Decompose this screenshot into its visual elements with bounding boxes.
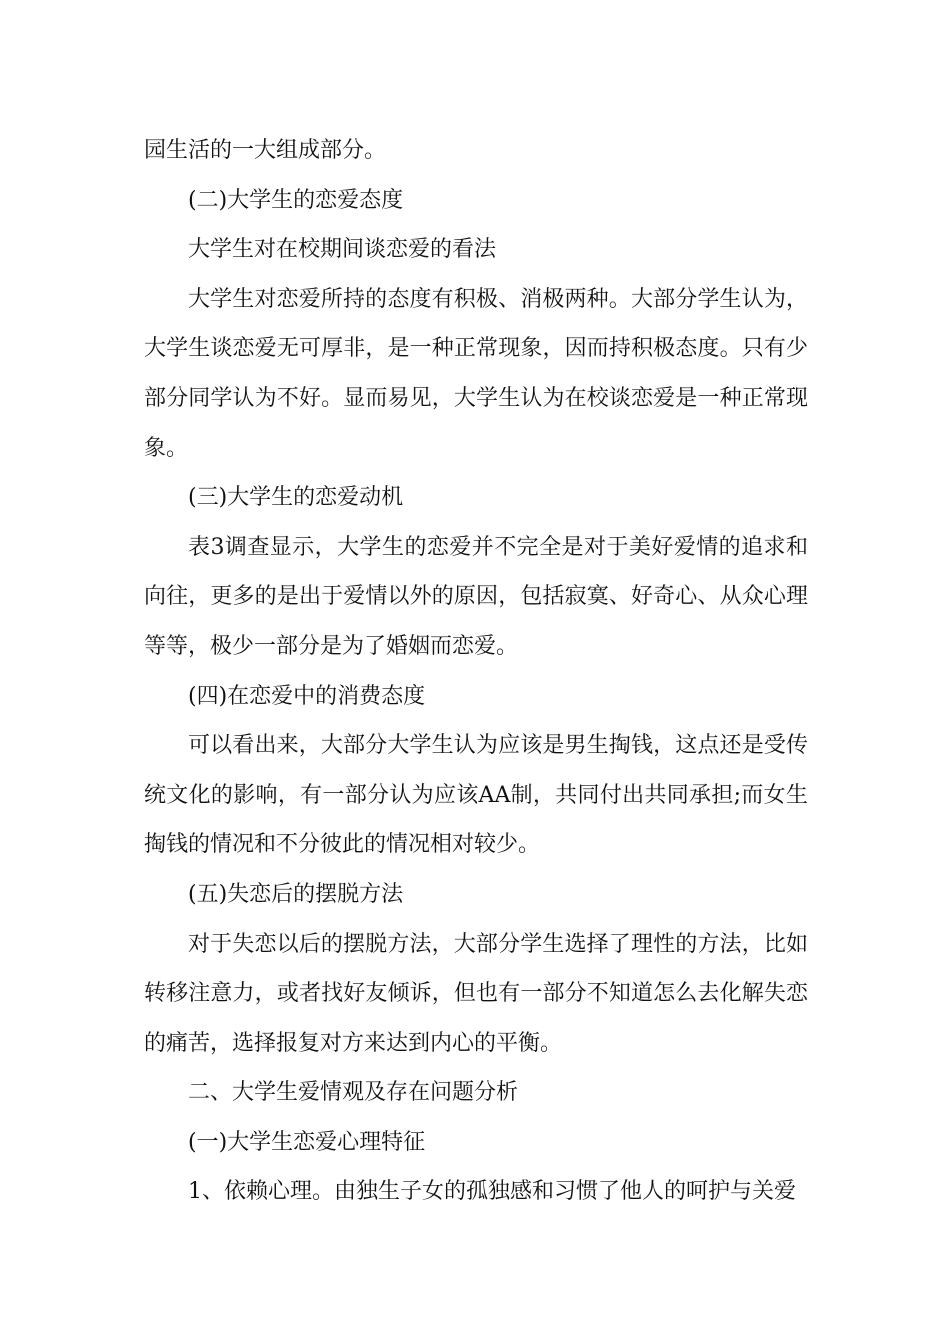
subheading-views: 大学生对在校期间谈恋爱的看法 (188, 237, 497, 263)
document-body (144, 126, 808, 1217)
paragraph-continuation: 园生活的一大组成部分。 (144, 138, 387, 163)
section-heading-5: (五)失恋后的摆脱方法 (188, 881, 404, 907)
paragraph-consumption: 可以看出来，大部分大学生认为应该是男生掏钱，这点还是受传统文化的影响，有一部分认为应该AA制，共同付出共同承担;而女生掏钱的情况和不分彼此的情况相对较少。 (144, 733, 808, 858)
paragraph-motivation: 表3调查显示，大学生的恋爱并不完全是对于美好爱情的追求和向往，更多的是出于爱情以外的原因，包括寂寞、好奇心、从众心理等等，极少一部分是为了婚姻而恋爱。 (144, 534, 808, 659)
paragraph-dependency: 1、依赖心理。由独生子女的孤独感和习惯了他人的呵护与关爱 (188, 1179, 796, 1205)
paragraph-attitude: 大学生对恋爱所持的态度有积极、消极两种。大部分学生认为，大学生谈恋爱无可厚非，是一种正常现象，因而持积极态度。只有少部分同学认为不好。显而易见，大学生认为在校谈恋爱是一种正常现象。 (144, 286, 808, 461)
section-heading-4: (四)在恋爱中的消费态度 (188, 683, 426, 709)
paragraph-breakup: 对于失恋以后的摆脱方法，大部分学生选择了理性的方法，比如转移注意力，或者找好友倾诉，但也有一部分不知道怎么去化解失恋的痛苦，选择报复对方来达到内心的平衡。 (144, 931, 808, 1056)
chapter-heading-2: 二、大学生爱情观及存在问题分析 (188, 1080, 519, 1106)
section-heading-2-1: (一)大学生恋爱心理特征 (188, 1129, 426, 1155)
section-heading-3: (三)大学生的恋爱动机 (188, 485, 404, 511)
section-heading-2: (二)大学生的恋爱态度 (188, 187, 404, 213)
